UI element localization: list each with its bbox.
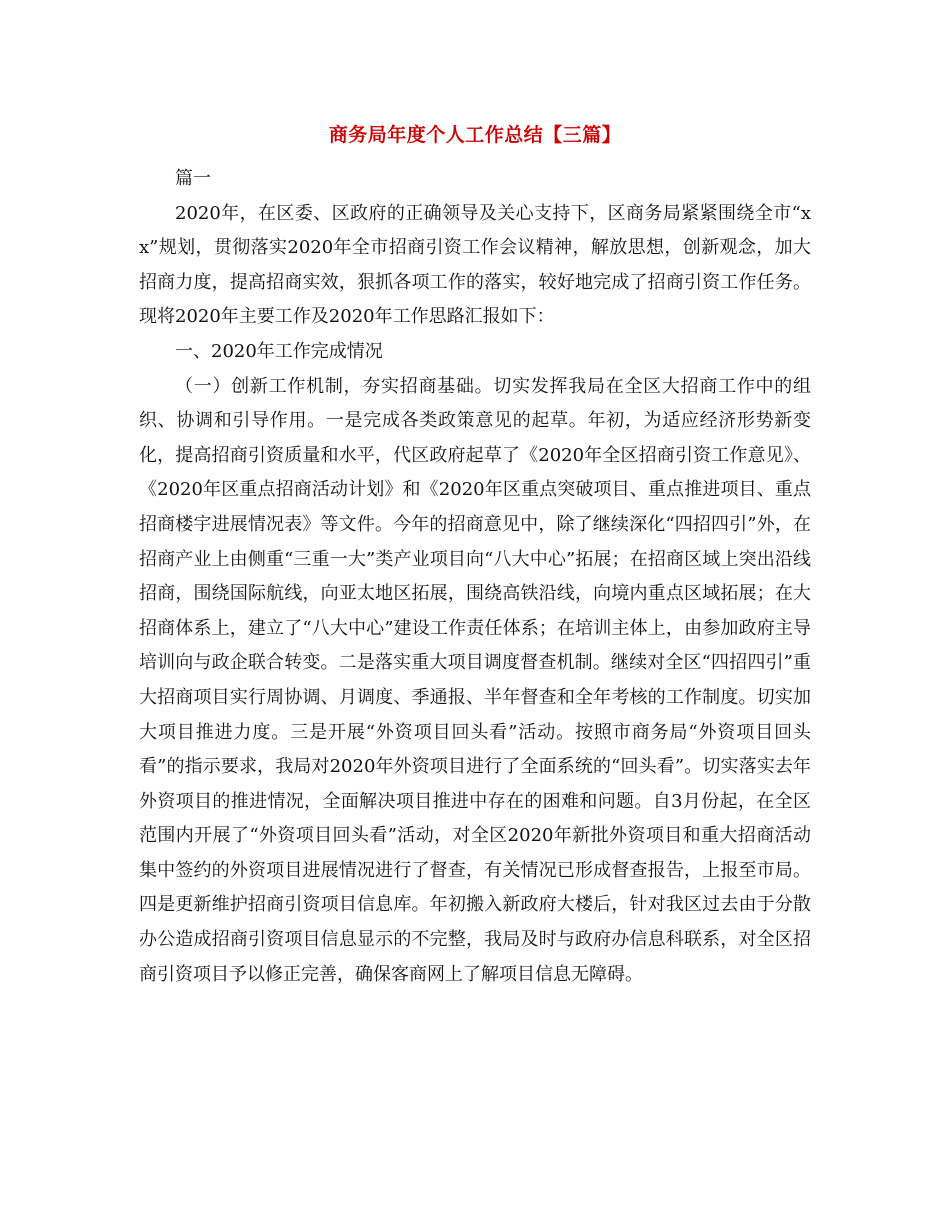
intro-paragraph: 2020年，在区委、区政府的正确领导及关心支持下，区商务局紧紧围绕全市“xx”规划，贯彻落实2020年全市招商引资工作会议精神，解放思想，创新观念，加大招商力度，提高招商实效，狠抓各项工作的落实，较好地完成了招商引资工作任务。现将2020年主要工作及2020年工作思路汇报如下：	[139, 202, 811, 328]
section-heading-work-completion: 一、2020年工作完成情况	[175, 340, 383, 362]
body-paragraph-mechanism: （一）创新工作机制，夯实招商基础。切实发挥我局在全区大招商工作中的组织、协调和引导作用。一是完成各类政策意见的起草。年初，为适应经济形势新变化，提高招商引资质量和水平，代区政府起草了《2020年全区招商引资工作意见》、《2020年区重点招商活动计划》和《2020年区重点突破项目、重点推进项目、重点招商楼宇进展情况表》等文件。今年的招商意见中，除了继续深化“四招四引”外，在招商产业上由侧重“三重一大”类产业项目向“八大中心”拓展；在招商区域上突出沿线招商，围绕国际航线，向亚太地区拓展，围绕高铁沿线，向境内重点区域拓展；在大招商体系上，建立了“八大中心”建设工作责任体系；在培训主体上，由参加政府主导培训向与政企联合转变。二是落实重大项目调度督查机制。继续对全区“四招四引”重大招商项目实行周协调、月调度、季通报、半年督查和全年考核的工作制度。切实加大项目推进力度。三是开展“外资项目回头看”活动。按照市商务局“外资项目回头看”的指示要求，我局对2020年外资项目进行了全面系统的“回头看”。切实落实去年外资项目的推进情况，全面解决项目推进中存在的困难和问题。自3月份起，在全区范围内开展了“外资项目回头看”活动，对全区2020年新批外资项目和重大招商活动集中签约的外资项目进展情况进行了督查，有关情况已形成督查报告，上报至市局。四是更新维护招商引资项目信息库。年初搬入新政府大楼后，针对我区过去由于分散办公造成招商引资项目信息显示的不完整，我局及时与政府办信息科联系，对全区招商引资项目予以修正完善，确保客商网上了解项目信息无障碍。	[139, 375, 811, 985]
document-body	[139, 162, 811, 992]
section-heading-part-one: 篇一	[175, 168, 211, 189]
document-title: 商务局年度个人工作总结【三篇】	[328, 124, 622, 146]
